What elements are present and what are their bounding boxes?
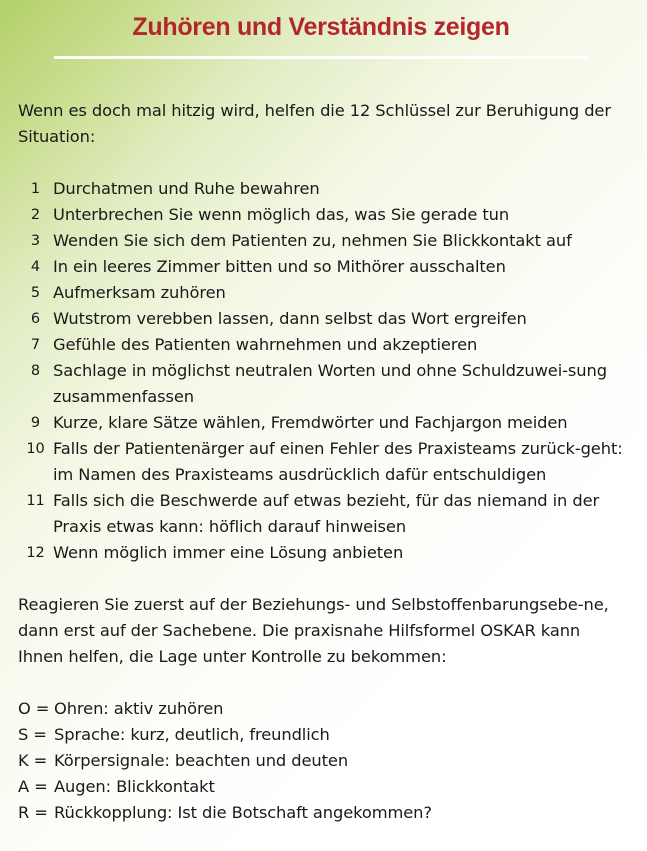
oskar-item: [18, 722, 630, 748]
oskar-item: [18, 774, 630, 800]
item-number: 7: [30, 337, 41, 353]
oskar-item: [18, 800, 630, 826]
item-number: 10: [26, 441, 45, 457]
item-number: 12: [26, 545, 45, 561]
item-text: Aufmerksam zuhören: [53, 283, 226, 302]
oskar-intro-paragraph: Reagieren Sie zuerst auf der Beziehungs- und Selbstoffenbarungsebe-ne, dann erst auf der Sachebene. Die praxisnahe Hilfsformel OSKAR kann Ihnen helfen, die Lage unter Kontrolle zu bekommen:: [18, 595, 609, 666]
item-text: In ein leeres Zimmer bitten und so Mithörer ausschalten: [53, 257, 506, 276]
list-item: [18, 540, 630, 566]
item-text: Sachlage in möglichst neutralen Worten und ohne Schuldzuwei-sung zusammenfassen: [53, 361, 607, 406]
oskar-text: Sprache: kurz, deutlich, freundlich: [54, 725, 330, 744]
item-text: Kurze, klare Sätze wählen, Fremdwörter und Fachjargon meiden: [53, 413, 568, 432]
item-number: 8: [30, 363, 41, 379]
intro-paragraph: Wenn es doch mal hitzig wird, helfen die 12 Schlüssel zur Beruhigung der Situation:: [18, 101, 611, 146]
item-text: Gefühle des Patienten wahrnehmen und akzeptieren: [53, 335, 478, 354]
item-text: Falls der Patientenärger auf einen Fehler des Praxisteams zurück-geht: im Namen des Praxisteams ausdrücklich dafür entschuldigen: [53, 439, 623, 484]
list-item: [18, 488, 630, 540]
oskar-letter: O =: [18, 699, 50, 718]
key-list: [18, 176, 630, 566]
oskar-letter: A =: [18, 777, 48, 796]
oskar-text: Ohren: aktiv zuhören: [54, 699, 224, 718]
list-item: [18, 410, 630, 436]
list-item: [18, 254, 630, 280]
list-item: [18, 176, 630, 202]
list-item: [18, 436, 630, 488]
list-item: [18, 280, 630, 306]
oskar-letter: S =: [18, 725, 47, 744]
oskar-item: [18, 696, 630, 722]
list-item: [18, 306, 630, 332]
item-number: 9: [30, 415, 41, 431]
item-text: Wenn möglich immer eine Lösung anbieten: [53, 543, 404, 562]
oskar-text: Rückkopplung: Ist die Botschaft angekommen?: [54, 803, 432, 822]
list-item: [18, 332, 630, 358]
item-number: 3: [30, 233, 41, 249]
oskar-list: [18, 696, 630, 826]
page-title: Zuhören und Verständnis zeigen: [132, 13, 510, 41]
item-text: Wutstrom verebben lassen, dann selbst das Wort ergreifen: [53, 309, 527, 328]
oskar-text: Körpersignale: beachten und deuten: [54, 751, 349, 770]
item-text: Unterbrechen Sie wenn möglich das, was Sie gerade tun: [53, 205, 510, 224]
item-number: 1: [30, 181, 41, 197]
item-text: Falls sich die Beschwerde auf etwas bezieht, für das niemand in der Praxis etwas kann: höflich darauf hinweisen: [53, 491, 600, 536]
item-number: 11: [26, 493, 45, 509]
oskar-text: Augen: Blickkontakt: [54, 777, 215, 796]
list-item: [18, 358, 630, 410]
item-number: 2: [30, 207, 41, 223]
item-number: 4: [30, 259, 41, 275]
item-text: Wenden Sie sich dem Patienten zu, nehmen Sie Blickkontakt auf: [53, 231, 572, 250]
title-divider: [54, 56, 588, 59]
list-item: [18, 228, 630, 254]
oskar-letter: K =: [18, 751, 48, 770]
content: [18, 98, 630, 826]
oskar-letter: R =: [18, 803, 48, 822]
item-number: 6: [30, 311, 41, 327]
item-number: 5: [30, 285, 41, 301]
oskar-item: [18, 748, 630, 774]
item-text: Durchatmen und Ruhe bewahren: [53, 179, 320, 198]
list-item: [18, 202, 630, 228]
